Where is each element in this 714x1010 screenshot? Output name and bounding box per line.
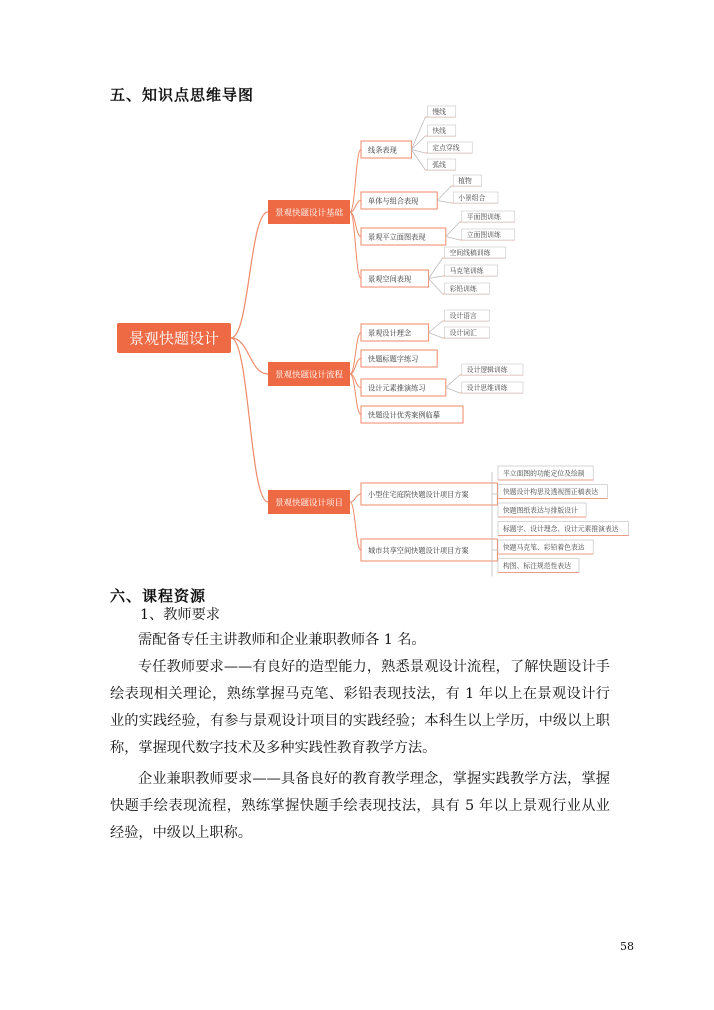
leaf-node-label: 空间线稿训练	[449, 249, 491, 257]
leaf-connector	[446, 237, 460, 241]
child-node-label: 景观空间表现	[368, 274, 412, 284]
connector-line	[350, 150, 361, 213]
connector-line	[350, 502, 361, 550]
leaf-node-label: 弧线	[432, 161, 446, 169]
leaf-node-label: 快题图纸表达与排版设计	[503, 506, 578, 515]
leaf-node-label: 植物	[458, 177, 472, 185]
leaf-node-label: 设计逻辑训练	[466, 366, 508, 374]
page-number: 58	[620, 940, 634, 953]
leaf-connector	[411, 136, 425, 150]
leaf-connector	[429, 258, 443, 279]
child-node-label: 景观平立面图表现	[368, 232, 426, 242]
leaf-node-label: 小景组合	[458, 194, 486, 202]
leaf-node-label: 彩铅训练	[449, 285, 477, 293]
child-node-label: 线条表现	[368, 145, 397, 155]
leaf-node-label: 快题马克笔、彩铅着色表达	[503, 543, 585, 552]
leaf-node-label: 马克笔训练	[449, 267, 484, 275]
leaf-node-label: 平面图训练	[466, 213, 501, 221]
branch-node-label: 景观快题设计基础	[274, 208, 344, 219]
leaf-connector	[446, 375, 460, 388]
connector-line	[350, 212, 361, 279]
child-node-label: 城市共享空间快题设计项目方案	[368, 546, 469, 555]
leaf-connector	[429, 279, 443, 295]
leaf-node-label: 平立面图的功能定位及绘制	[503, 469, 585, 478]
leaf-connector	[437, 186, 451, 201]
leaf-connector	[429, 321, 443, 333]
child-node-label: 景观设计理念	[368, 328, 412, 338]
paragraph-fulltime-teacher: 专任教师要求——有良好的造型能力，熟悉景观设计流程，了解快题设计手绘表现相关理论，熟练掌握马克笔、彩铅表现技法，有 1 年以上在景观设计行业的实践经验，有参与景观设计项目的实践经验；本科生以上学历，中级以上职称，掌握现代数字技术及多种实践性教育教学方法。	[110, 659, 610, 756]
leaf-node-label: 立面图训练	[466, 231, 501, 239]
leaf-connector	[446, 222, 460, 237]
leaf-connector	[429, 333, 443, 339]
leaf-node-label: 标题字、设计理念、设计元素推演表达	[503, 525, 619, 533]
child-node-label: 快题设计优秀案例临摹	[368, 410, 440, 420]
child-node-label: 设计元素推演练习	[368, 383, 426, 393]
root-node-label: 景观快题设计	[128, 329, 220, 348]
leaf-connector	[429, 276, 443, 279]
subsection-teacher-requirements: 1、教师要求	[140, 607, 220, 623]
section-5-title: 五、知识点思维导图	[110, 86, 255, 104]
section-6-title: 六、课程资源	[110, 587, 207, 605]
paragraph-parttime-teacher: 企业兼职教师要求——具备良好的教育教学理念，掌握实践教学方法，掌握快题手绘表现流程，熟练掌握快题手绘表现技法，具有 5 年以上景观行业从业经验，中级以上职称。	[110, 771, 610, 841]
leaf-node-label: 设计词汇	[449, 329, 477, 337]
paragraph-staffing: 需配备专任主讲教师和企业兼职教师各 1 名。	[138, 632, 426, 648]
branch-node-label: 景观快题设计项目	[274, 498, 344, 509]
leaf-node-label: 设计语言	[449, 312, 477, 320]
connector-line	[231, 338, 268, 502]
leaf-node-label: 构图、标注规范性表达	[503, 562, 571, 570]
connector-line	[350, 494, 361, 502]
connector-line	[231, 212, 268, 338]
leaf-node-label: 快线	[432, 127, 446, 135]
leaf-node-label: 设计思维训练	[466, 384, 508, 392]
branch-node-label: 景观快题设计流程	[274, 370, 344, 381]
connector-line	[350, 333, 361, 375]
leaf-node-label: 定点穿线	[432, 144, 460, 152]
child-node-label: 小型住宅庭院快题设计项目方案	[368, 490, 469, 499]
leaf-connector	[446, 388, 460, 394]
leaf-connector	[411, 117, 425, 150]
leaf-node-label: 慢线	[432, 108, 446, 116]
child-node-label: 单体与组合表现	[368, 196, 419, 206]
leaf-connector	[437, 201, 451, 204]
leaf-node-label: 快题设计构思及透视图正稿表达	[503, 488, 599, 496]
child-node-label: 快题标题字练习	[368, 354, 419, 364]
